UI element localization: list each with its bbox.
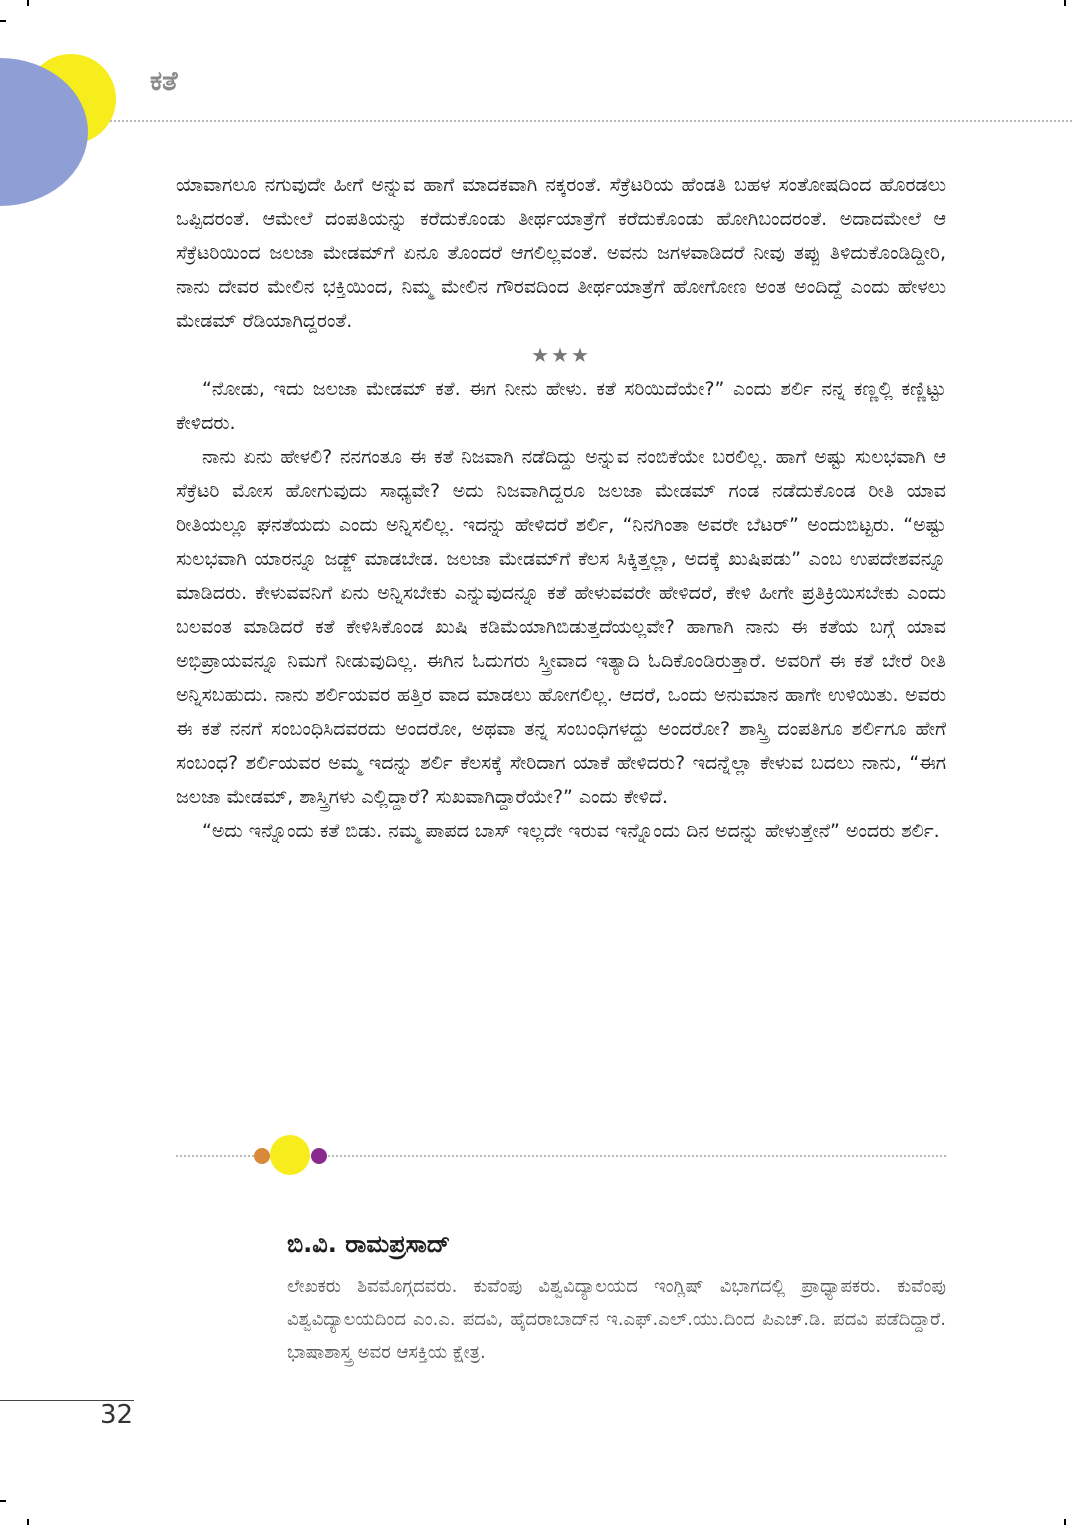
header-dotted-rule — [110, 120, 1072, 122]
story-paragraph: “ನೋಡು, ಇದು ಜಲಜಾ ಮೇಡಮ್ ಕತೆ. ಈಗ ನೀನು ಹೇಳು. ಕತೆ ಸರಿಯಿದೆಯೇ?” ಎಂದು ಶರ್ಲಿ ನನ್ನ ಕಣ್ಣಲ್ಲಿ ಕಣ್ಣಿಟ್ಟು ಕೇಳಿದರು. — [176, 378, 946, 434]
crop-mark — [1064, 1519, 1066, 1525]
running-header-title: ಕತೆ — [150, 66, 178, 97]
section-separator: ★★★ — [531, 343, 591, 367]
ornament-purple-dot — [311, 1148, 327, 1164]
author-bio: ಲೇಖಕರು ಶಿವಮೊಗ್ಗದವರು. ಕುವೆಂಪು ವಿಶ್ವವಿದ್ಯಾಲಯದ ಇಂಗ್ಲಿಷ್ ವಿಭಾಗದಲ್ಲಿ ಪ್ರಾಧ್ಯಾಪಕರು. ಕುವೆಂಪು ವಿಶ್ವವಿದ್ಯಾಲಯದಿಂದ ಎಂ.ಎ. ಪದವಿ, ಹೈದರಾಬಾದ್‌ನ ಇ.ಎಫ್.ಎಲ್.ಯು.ದಿಂದ ಪಿಎಚ್.ಡಿ. ಪದವಿ ಪಡೆದಿದ್ದಾರೆ. ಭಾಷಾಶಾಸ್ತ್ರ ಅವರ ಆಸಕ್ತಿಯ ಕ್ಷೇತ್ರ. — [287, 1276, 946, 1363]
crop-mark — [0, 1500, 6, 1502]
ornament-yellow-dot — [270, 1135, 310, 1175]
ornament-orange-dot — [254, 1148, 270, 1164]
story-paragraph: ನಾನು ಏನು ಹೇಳಲಿ? ನನಗಂತೂ ಈ ಕತೆ ನಿಜವಾಗಿ ನಡೆದಿದ್ದು ಅನ್ನುವ ನಂಬಿಕೆಯೇ ಬರಲಿಲ್ಲ. ಹಾಗೆ ಅಷ್ಟು ಸುಲಭವಾಗಿ ಆ ಸೆಕ್ರೆಟರಿ ಮೋಸ ಹೋಗುವುದು ಸಾಧ್ಯವೇ? ಅದು ನಿಜವಾಗಿದ್ದರೂ ಜಲಜಾ ಮೇಡಮ್ ಗಂಡ ನಡೆದುಕೊಂಡ ರೀತಿ ಯಾವ ರೀತಿಯಲ್ಲೂ ಘನತೆಯದು ಎಂದು ಅನ್ನಿಸಲಿಲ್ಲ. ಇದನ್ನು ಹೇಳಿದರೆ ಶರ್ಲಿ, “ನಿನಗಿಂತಾ ಅವರೇ ಬೆಟರ್” ಅಂದುಬಿಟ್ಟರು. “ಅಷ್ಟು ಸುಲಭವಾಗಿ ಯಾರನ್ನೂ ಜಡ್ಜ್ ಮಾಡಬೇಡ. ಜಲಜಾ ಮೇಡಮ್‌ಗೆ ಕೆಲಸ ಸಿಕ್ಕಿತ್ತಲ್ಲಾ, ಅದಕ್ಕೆ ಖುಷಿಪಡು” ಎಂಬ ಉಪದೇಶವನ್ನೂ ಮಾಡಿದರು. ಕೇಳುವವನಿಗೆ ಏನು ಅನ್ನಿಸಬೇಕು ಎನ್ನುವುದನ್ನೂ ಕತೆ ಹೇಳುವವರೇ ಹೇಳಿದರೆ, ಕೇಳಿ ಹೀಗೇ ಪ್ರತಿಕ್ರಿಯಿಸಬೇಕು ಎಂದು ಬಲವಂತ ಮಾಡಿದರೆ ಕತೆ ಕೇಳಿಸಿಕೊಂಡ ಖುಷಿ ಕಡಿಮೆಯಾಗಿಬಿಡುತ್ತದೆಯಲ್ಲವೇ? ಹಾಗಾಗಿ ನಾನು ಈ ಕತೆಯ ಬಗ್ಗೆ ಯಾವ ಅಭಿಪ್ರಾಯವನ್ನೂ ನಿಮಗೆ ನೀಡುವುದಿಲ್ಲ. ಈಗಿನ ಓದುಗರು ಸ್ತ್ರೀವಾದ ಇತ್ಯಾದಿ ಓದಿಕೊಂಡಿರುತ್ತಾರೆ. ಅವರಿಗೆ ಈ ಕತೆ ಬೇರೆ ರೀತಿ ಅನ್ನಿಸಬಹುದು. ನಾನು ಶರ್ಲಿಯವರ ಹತ್ತಿರ ವಾದ ಮಾಡಲು ಹೋಗಲಿಲ್ಲ. ಆದರೆ, ಒಂದು ಅನುಮಾನ ಹಾಗೇ ಉಳಿಯಿತು. ಅವರು ಈ ಕತೆ ನನಗೆ ಸಂಬಂಧಿಸಿದವರದು ಅಂದರೋ, ಅಥವಾ ತನ್ನ ಸಂಬಂಧಿಗಳದ್ದು ಅಂದರೋ? ಶಾಸ್ತ್ರಿ ದಂಪತಿಗೂ ಶರ್ಲಿಗೂ ಹೇಗೆ ಸಂಬಂಧ? ಶರ್ಲಿಯವರ ಅಮ್ಮ ಇದನ್ನು ಶರ್ಲಿ ಕೆಲಸಕ್ಕೆ ಸೇರಿದಾಗ ಯಾಕೆ ಹೇಳಿದರು? ಇದನ್ನೆಲ್ಲಾ ಕೇಳುವ ಬದಲು ನಾನು, “ಈಗ ಜಲಜಾ ಮೇಡಮ್, ಶಾಸ್ತ್ರಿಗಳು ಎಲ್ಲಿದ್ದಾರೆ? ಸುಖವಾಗಿದ್ದಾರೆಯೇ?” ಎಂದು ಕೇಳಿದೆ. — [176, 446, 946, 808]
page-number: 32 — [100, 1400, 134, 1430]
author-name: ಬಿ.ವಿ. ರಾಮಪ್ರಸಾದ್ — [287, 1230, 451, 1258]
story-body — [176, 168, 946, 848]
crop-mark — [27, 0, 29, 6]
crop-mark — [1064, 0, 1066, 6]
story-paragraph: “ಅದು ಇನ್ನೊಂದು ಕತೆ ಬಿಡು. ನಮ್ಮ ಪಾಪದ ಬಾಸ್ ಇಲ್ಲದೇ ಇರುವ ಇನ್ನೊಂದು ದಿನ ಅದನ್ನು ಹೇಳುತ್ತೇನೆ” ಅಂದರು ಶರ್ಲಿ. — [202, 820, 940, 842]
crop-mark — [0, 20, 6, 22]
crop-mark — [27, 1519, 29, 1525]
author-block — [287, 1226, 946, 1369]
story-paragraph: ಯಾವಾಗಲೂ ನಗುವುದೇ ಹೀಗೆ ಅನ್ನುವ ಹಾಗೆ ಮಾದಕವಾಗಿ ನಕ್ಕರಂತೆ. ಸೆಕ್ರೆಟರಿಯ ಹೆಂಡತಿ ಬಹಳ ಸಂತೋಷದಿಂದ ಹೊರಡಲು ಒಪ್ಪಿದರಂತೆ. ಆಮೇಲೆ ದಂಪತಿಯನ್ನು ಕರೆದುಕೊಂಡು ತೀರ್ಥಯಾತ್ರೆಗೆ ಕರೆದುಕೊಂಡು ಹೋಗಿಬಂದರಂತೆ. ಅದಾದಮೇಲೆ ಆ ಸೆಕ್ರೆಟರಿಯಿಂದ ಜಲಜಾ ಮೇಡಮ್‌ಗೆ ಏನೂ ತೊಂದರೆ ಆಗಲಿಲ್ಲವಂತೆ. ಅವನು ಜಗಳವಾಡಿದರೆ ನೀವು ತಪ್ಪು ತಿಳಿದುಕೊಂಡಿದ್ದೀರಿ, ನಾನು ದೇವರ ಮೇಲಿನ ಭಕ್ತಿಯಿಂದ, ನಿಮ್ಮ ಮೇಲಿನ ಗೌರವದಿಂದ ತೀರ್ಥಯಾತ್ರೆಗೆ ಹೋಗೋಣ ಅಂತ ಅಂದಿದ್ದೆ ಎಂದು ಹೇಳಲು ಮೇಡಮ್ ರೆಡಿಯಾಗಿದ್ದರಂತೆ. — [176, 174, 946, 332]
